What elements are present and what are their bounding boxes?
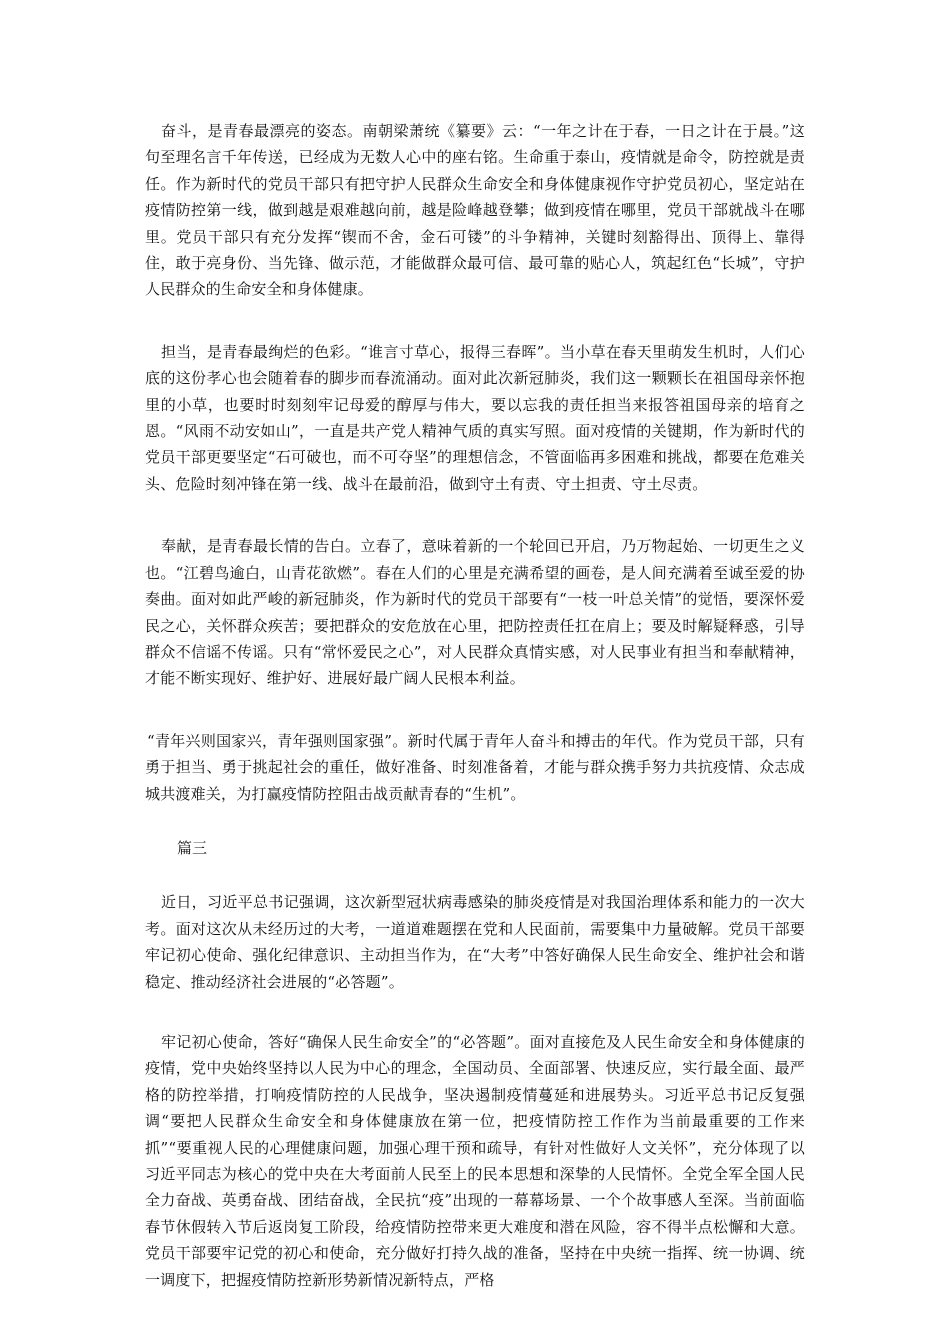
section-heading: 篇三 [177,838,208,857]
paragraph-youth: “青年兴则国家兴，青年强则国家强”。新时代属于青年人奋斗和搏击的年代。作为党员干部，只有勇于担当、勇于挑起社会的重任，做好准备、时刻准备着，才能与群众携手努力共抗疫情、众志成城共渡难关，为打赢疫情防控阻击战贡献青春的“生机”。 [145,731,805,803]
paragraph-struggle: 奋斗，是青春最漂亮的姿态。南朝梁萧统《纂要》云：“一年之计在于春，一日之计在于晨。”这句至理名言千年传送，已经成为无数人心中的座右铭。生命重于泰山，疫情就是命令，防控就是责任。作为新时代的党员干部只有把守护人民群众生命安全和身体健康视作守护党员初心，坚定站在疫情防控第一线，做到越是艰难越向前，越是险峰越登攀；做到疫情在哪里，党员干部就战斗在哪里。党员干部只有充分发挥“锲而不舍，金石可镂”的斗争精神，关键时刻豁得出、顶得上、靠得住，敢于亮身份、当先锋、做示范，才能做群众最可信、最可靠的贴心人，筑起红色“长城”，守护人民群众的生命安全和身体健康。 [145,122,805,299]
document-page [145,118,805,1321]
paragraph-mission: 牢记初心使命，答好“确保人民生命安全”的“必答题”。面对直接危及人民生命安全和身体健康的疫情，党中央始终坚持以人民为中心的理念，全国动员、全面部署、快速反应，实行最全面、最严格的防控举措，打响疫情防控的人民战争，坚决遏制疫情蔓延和进展势头。习近平总书记反复强调“要把人民群众生命安全和身体健康放在第一位，把疫情防控工作作为当前最重要的工作来抓”“要重视人民的心理健康问题，加强心理干预和疏导，有针对性做好人文关怀”，充分体现了以习近平同志为核心的党中央在大考面前人民至上的民本思想和深挚的人民情怀。全党全军全国人民全力奋战、英勇奋战、团结奋战，全民抗“疫”出现的一幕幕场景、一个个故事感人至深。当前面临春节休假转入节后返岗复工阶段，给疫情防控带来更大难度和潜在风险，容不得半点松懈和大意。党员干部要牢记党的初心和使命，充分做好打持久战的准备，坚持在中央统一指挥、统一协调、统一调度下，把握疫情防控新形势新情况新特点，严格 [145,1032,805,1289]
paragraph-exam-intro: 近日，习近平总书记强调，这次新型冠状病毒感染的肺炎疫情是对我国治理体系和能力的一次大考。面对这次从未经历过的大考，一道道难题摆在党和人民面前，需要集中力量破解。党员干部要牢记初心使命、强化纪律意识、主动担当作为，在“大考”中答好确保人民生命安全、维护社会和谐稳定、推动经济社会进展的“必答题”。 [145,893,805,991]
paragraph-responsibility: 担当，是青春最绚烂的色彩。“谁言寸草心，报得三春晖”。当小草在春天里萌发生机时，人们心底的这份孝心也会随着春的脚步而春流涌动。面对此次新冠肺炎，我们这一颗颗长在祖国母亲怀抱里的小草，也要时时刻刻牢记母爱的醇厚与伟大，要以忘我的责任担当来报答祖国母亲的培育之恩。“风雨不动安如山”，一直是共产党人精神气质的真实写照。面对疫情的关键期，作为新时代的党员干部更要坚定“石可破也，而不可夺坚”的理想信念，不管面临再多困难和挑战，都要在危难关头、危险时刻冲锋在第一线、战斗在最前沿，做到守土有责、守土担责、守土尽责。 [145,342,805,493]
paragraph-dedication: 奉献，是青春最长情的告白。立春了，意味着新的一个轮回已开启，乃万物起始、一切更生之义也。“江碧鸟逾白，山青花欲燃”。春在人们的心里是充满希望的画卷，是人间充满着至诚至爱的协奏曲。面对如此严峻的新冠肺炎，作为新时代的党员干部要有“一枝一叶总关情”的觉悟，要深怀爱民之心，关怀群众疾苦；要把群众的安危放在心里，把防控责任扛在肩上；要及时解疑释惑，引导群众不信谣不传谣。只有“常怀爱民之心”，对人民群众真情实感，对人民事业有担当和奉献精神，才能不断实现好、维护好、进展好最广阔人民根本利益。 [145,537,805,688]
